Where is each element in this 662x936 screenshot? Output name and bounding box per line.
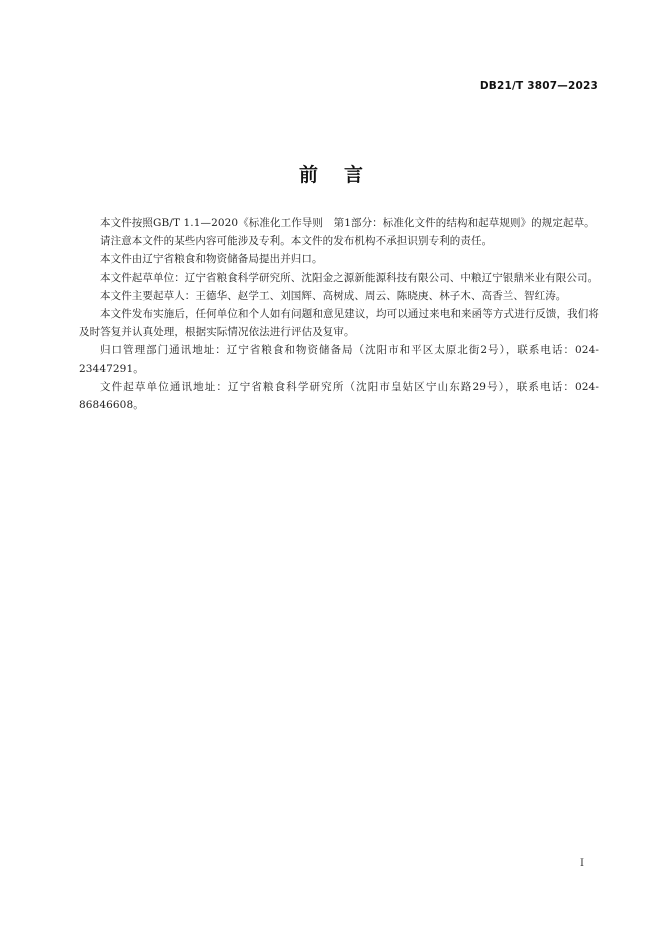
paragraph-drafting-units: 本文件起草单位：辽宁省粮食科学研究所、沈阳金之源新能源科技有限公司、中粮辽宁银鼎米业有限公司。 bbox=[100, 271, 599, 284]
page-title: 前言 bbox=[298, 164, 389, 186]
paragraph-drafting-basis: 本文件按照GB/T 1.1—2020《标准化工作导则 第1部分：标准化文件的结构和起草规则》的规定起草。 bbox=[100, 217, 595, 229]
paragraph-drafting-unit-contact: 文件起草单位通讯地址：辽宁省粮食科学研究所（沈阳市皇姑区宁山东路29号），联系电话：024-86846608。 bbox=[79, 380, 599, 412]
paragraph-feedback: 本文件发布实施后，任何单位和个人如有问题和意见建议，均可以通过来电和来函等方式进行反馈，我们将及时答复并认真处理，根据实际情况依法进行评估及复审。 bbox=[79, 308, 599, 339]
paragraph-management-contact: 归口管理部门通讯地址：辽宁省粮食和物资储备局（沈阳市和平区太原北街2号），联系电话：024-23447291。 bbox=[79, 344, 599, 375]
paragraph-patent-notice: 请注意本文件的某些内容可能涉及专利。本文件的发布机构不承担识别专利的责任。 bbox=[100, 235, 493, 248]
standard-code: DB21/T 3807—2023 bbox=[479, 80, 598, 92]
foreword-body bbox=[79, 214, 599, 414]
paragraph-proposer: 本文件由辽宁省粮食和物资储备局提出并归口。 bbox=[100, 253, 323, 266]
paragraph-drafters: 本文件主要起草人：王德华、赵学工、刘国辉、高树成、周云、陈晓庚、林子木、高香兰、智红涛。 bbox=[100, 289, 567, 302]
page-number: I bbox=[580, 858, 584, 869]
